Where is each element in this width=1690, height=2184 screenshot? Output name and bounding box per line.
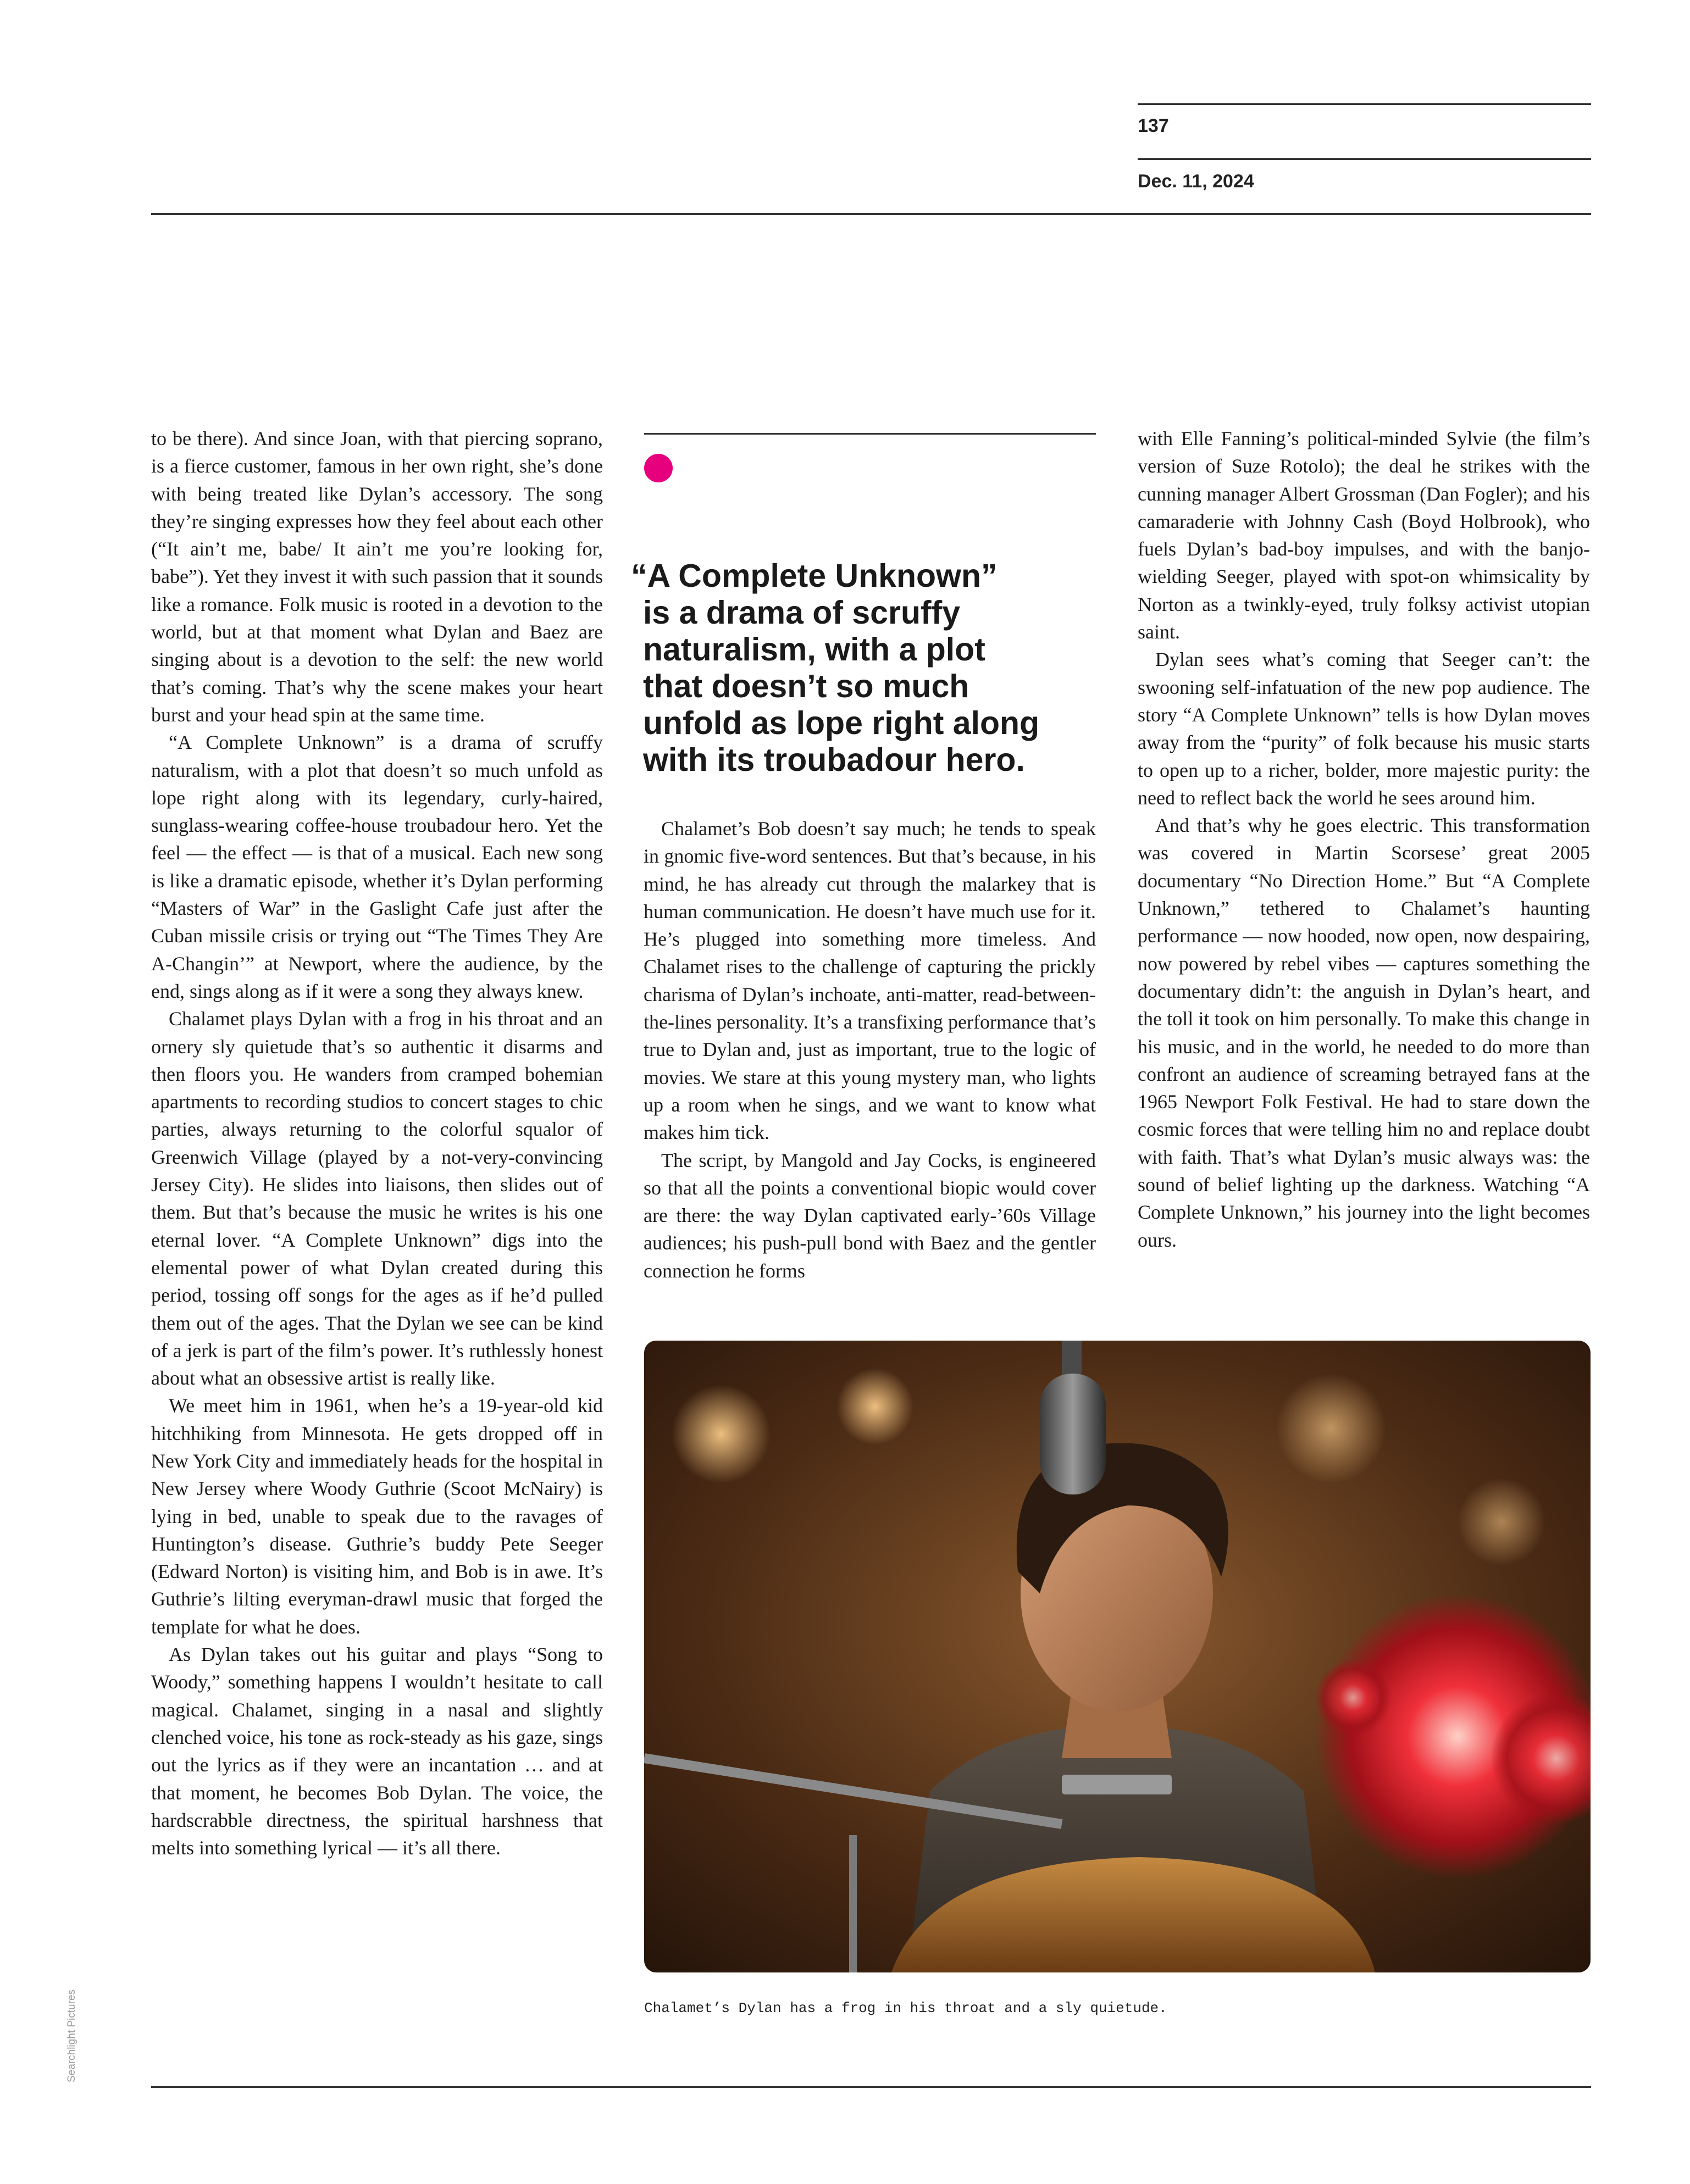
- photo-caption: Chalamet’s Dylan has a frog in his throat and a sly quietude.: [644, 2000, 1167, 2016]
- paragraph: We meet him in 1961, when he’s a 19-year-old kid hitchhiking from Minnesota. He gets dropped off in New York City and immediately heads for the hospital in New Jersey where Woody Guthrie (Scoot McNairy) is lying in bed, unable to speak due to the ravages of Huntington’s disease. Guthrie’s buddy Pete Seeger (Edward Norton) is visiting him, and Bob is in awe. It’s Guthrie’s lilting everyman-drawl music that forged the template for what he does.: [151, 1394, 603, 1638]
- accent-dot-icon: [644, 454, 673, 482]
- page-number: 137: [1138, 115, 1169, 136]
- paragraph: “A Complete Unknown” is a drama of scruffy naturalism, with a plot that doesn’t so much unfold as lope right along with its legendary, curly-haired, sunglass-wearing coffee-house troubadour hero. Yet the feel — the effect — is that of a musical. Each new song is like a dramatic episode, whether it’s Dylan performing “Masters of War” in the Gaslight Cafe just after the Cuban missile crisis or trying out “The Times They Are A-Changin’” at Newport, where the audience, by the end, sings along as if it were a song they always knew.: [151, 731, 603, 1002]
- paragraph: The script, by Mangold and Jay Cocks, is engineered so that all the points a conventional biopic would cover are there: the way Dylan captivated early-’60s Village audiences; his push-pull bond with Baez and the gentler connection he forms: [644, 1149, 1096, 1282]
- header-rule-middle: [1138, 158, 1591, 160]
- article-column-middle: [644, 815, 1096, 1285]
- paragraph: Dylan sees what’s coming that Seeger can’t: the swooning self-infatuation of the new pop audience. The story “A Complete Unknown” tells is how Dylan moves away from the “purity” of folk because his music starts to open up to a richer, bolder, more majestic purity: the need to reflect back the world he sees around him.: [1138, 648, 1590, 809]
- article-column-right: [1138, 425, 1590, 1254]
- pull-quote-line: is a drama of scruffy: [643, 594, 961, 631]
- article-column-left: [151, 425, 603, 1861]
- pull-quote-rule: [644, 433, 1096, 435]
- paragraph: Chalamet’s Bob doesn’t say much; he tends to speak in gnomic five-word sentences. But that’s because, in his mind, he has already cut through the malarkey that is human communication. He doesn’t have much use for it. He’s plugged into something more timeless. And Chalamet rises to the challenge of capturing the prickly charisma of Dylan’s inchoate, anti-matter, read-between-the-lines personality. It’s a transfixing performance that’s true to Dylan and, just as important, true to the logic of movies. We stare at this young mystery man, who lights up a room when he sings, and we want to know what makes him tick.: [644, 818, 1096, 1144]
- footer-rule: [151, 2086, 1591, 2088]
- header-rule-top: [1138, 103, 1591, 105]
- pull-quote: [631, 558, 1093, 779]
- pull-quote-line: that doesn’t so much: [643, 668, 969, 704]
- header-rule-full: [151, 213, 1591, 215]
- paragraph: As Dylan takes out his guitar and plays “Song to Woody,” something happens I wouldn’t hesitate to call magical. Chalamet, singing in a nasal and slightly clenched voice, his tone as rock-steady as his gaze, sings out the lyrics as if they were an incantation … and at that moment, he becomes Bob Dylan. The voice, the hardscrabble directness, the spiritual harshness that melts into something lyrical — it’s all there.: [151, 1643, 603, 1859]
- paragraph: And that’s why he goes electric. This transformation was covered in Martin Scorsese’ great 2005 documentary “No Direction Home.” But “A Complete Unknown,” tethered to Chalamet’s haunting performance — now hooded, now open, now despairing, now powered by rebel vibes — captures something the documentary didn’t: the anguish in Dylan’s heart, and the toll it took on him personally. To make this change in his music, and in the world, he needed to do more than confront an audience of screaming betrayed fans at the 1965 Newport Folk Festival. He had to stare down the cosmic forces that were telling him no and replace doubt with faith. That’s what Dylan’s music always was: the sound of belief lighting up the darkness. Watching “A Complete Unknown,” his journey into the light becomes ours.: [1138, 814, 1590, 1251]
- pull-quote-line: with its troubadour hero.: [643, 742, 1025, 778]
- pull-quote-line: “A Complete Unknown”: [631, 558, 998, 594]
- paragraph: Chalamet plays Dylan with a frog in his throat and an ornery sly quietude that’s so authentic it disarms and then floors you. He wanders from cramped bohemian apartments to recording studios to concert stages to chic parties, always returning to the colorful squalor of Greenwich Village (played by a not-very-convincing Jersey City). He slides into liaisons, then slides out of them. But that’s because the music he writes is his one eternal lover. “A Complete Unknown” digs into the elemental power of what Dylan created during this period, tossing off songs for the ages as if he’d pulled them out of the ages. That the Dylan we see can be kind of a jerk is part of the film’s power. It’s ruthlessly honest about what an obsessive artist is really like.: [151, 1008, 603, 1390]
- pull-quote-line: naturalism, with a plot: [643, 631, 985, 668]
- paragraph: with Elle Fanning’s political-minded Sylvie (the film’s version of Suze Rotolo); the deal he strikes with the cunning manager Albert Grossman (Dan Fogler); and his camaraderie with Johnny Cash (Boyd Holbrook), who fuels Dylan’s bad-boy impulses, and with the banjo-wielding Seeger, played with spot-on whimsicality by Norton as a twinkly-eyed, truly folksy activist utopian saint.: [1138, 427, 1590, 643]
- pull-quote-line: unfold as lope right along: [643, 705, 1040, 741]
- paragraph: to be there). And since Joan, with that piercing soprano, is a fierce customer, famous in her own right, she’s done with being treated like Dylan’s accessory. The song they’re singing expresses how they feel about each other (“It ain’t me, babe/ It ain’t me you’re looking for, babe”). Yet they invest it with such passion that it sounds like a romance. Folk music is rooted in a devotion to the world, but at that moment what Dylan and Baez are singing about is a devotion to the self: the new world that’s coming. That’s why the scene makes your heart burst and your head spin at the same time.: [151, 427, 603, 726]
- article-photo: [644, 1341, 1591, 1972]
- photo-credit: Searchlight Pictures: [66, 1990, 77, 2082]
- issue-date: Dec. 11, 2024: [1138, 171, 1254, 192]
